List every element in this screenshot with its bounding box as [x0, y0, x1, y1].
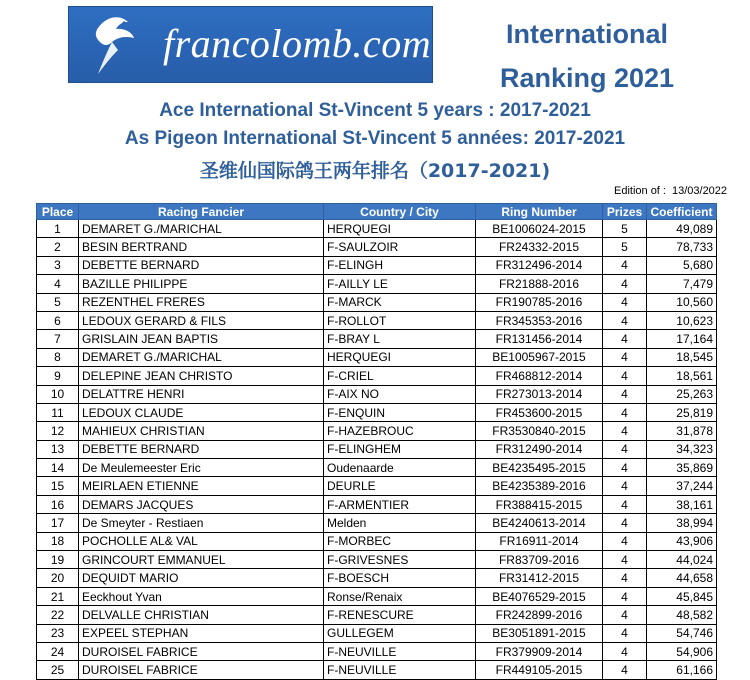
prizes-cell: 4	[603, 256, 647, 274]
fancier-name-cell: De Smeyter - Restiaen	[79, 514, 324, 532]
table-row	[37, 220, 717, 238]
fancier-name-cell: DEMARET G./MARICHAL	[79, 220, 324, 238]
place-cell: 5	[37, 293, 79, 311]
ring-number-cell: FR24332-2015	[476, 238, 603, 256]
coefficient-cell: 25,819	[647, 403, 717, 421]
place-cell: 16	[37, 495, 79, 513]
coefficient-cell: 49,089	[647, 220, 717, 238]
country-city-cell: F-RENESCURE	[324, 606, 476, 624]
table-row	[37, 403, 717, 421]
prizes-cell: 4	[603, 642, 647, 660]
country-city-cell: F-ELINGH	[324, 256, 476, 274]
prizes-cell: 4	[603, 367, 647, 385]
place-cell: 7	[37, 330, 79, 348]
ranking-title	[462, 12, 712, 100]
country-city-cell: F-BRAY L	[324, 330, 476, 348]
ring-number-cell: FR242899-2016	[476, 606, 603, 624]
country-city-cell: F-NEUVILLE	[324, 661, 476, 679]
coefficient-cell: 35,869	[647, 459, 717, 477]
coefficient-cell: 44,658	[647, 569, 717, 587]
place-cell: 20	[37, 569, 79, 587]
prizes-cell: 4	[603, 293, 647, 311]
prizes-cell: 5	[603, 238, 647, 256]
ring-number-cell: FR312496-2014	[476, 256, 603, 274]
place-cell: 21	[37, 587, 79, 605]
fancier-name-cell: DUROISEL FABRICE	[79, 661, 324, 679]
fancier-name-cell: MEIRLAEN ETIENNE	[79, 477, 324, 495]
country-city-cell: F-ELINGHEM	[324, 440, 476, 458]
edition-label: Edition of :	[614, 185, 666, 197]
country-city-cell: F-SAULZOIR	[324, 238, 476, 256]
fancier-name-cell: DEQUIDT MARIO	[79, 569, 324, 587]
ring-number-cell: FR449105-2015	[476, 661, 603, 679]
fancier-name-cell: REZENTHEL FRERES	[79, 293, 324, 311]
table-row	[37, 385, 717, 403]
country-city-cell: DEURLE	[324, 477, 476, 495]
coefficient-cell: 31,878	[647, 422, 717, 440]
table-row	[37, 587, 717, 605]
ring-number-cell: BE3051891-2015	[476, 624, 603, 642]
ring-number-cell: BE4076529-2015	[476, 587, 603, 605]
fancier-name-cell: POCHOLLE AL& VAL	[79, 532, 324, 550]
prizes-cell: 4	[603, 587, 647, 605]
ring-number-cell: FR273013-2014	[476, 385, 603, 403]
header-racing-fancier: Racing Fancier	[79, 204, 324, 220]
coefficient-cell: 54,906	[647, 642, 717, 660]
place-cell: 23	[37, 624, 79, 642]
ring-number-cell: FR388415-2015	[476, 495, 603, 513]
prizes-cell: 4	[603, 477, 647, 495]
coefficient-cell: 48,582	[647, 606, 717, 624]
header-place: Place	[37, 204, 79, 220]
header-prizes: Prizes	[603, 204, 647, 220]
prizes-cell: 4	[603, 311, 647, 329]
fancier-name-cell: Eeckhout Yvan	[79, 587, 324, 605]
prizes-cell: 4	[603, 532, 647, 550]
table-row	[37, 642, 717, 660]
country-city-cell: F-ROLLOT	[324, 311, 476, 329]
fancier-name-cell: DEMARS JACQUES	[79, 495, 324, 513]
place-cell: 18	[37, 532, 79, 550]
table-row	[37, 661, 717, 679]
prizes-cell: 4	[603, 275, 647, 293]
country-city-cell: F-CRIEL	[324, 367, 476, 385]
table-row	[37, 311, 717, 329]
coefficient-cell: 37,244	[647, 477, 717, 495]
coefficient-cell: 5,680	[647, 256, 717, 274]
francolomb-logo	[68, 6, 433, 83]
prizes-cell: 4	[603, 403, 647, 421]
prizes-cell: 4	[603, 440, 647, 458]
fancier-name-cell: LEDOUX GERARD & FILS	[79, 311, 324, 329]
table-row	[37, 495, 717, 513]
ring-number-cell: FR379909-2014	[476, 642, 603, 660]
ring-number-cell: BE4235389-2016	[476, 477, 603, 495]
country-city-cell: F-AILLY LE	[324, 275, 476, 293]
place-cell: 14	[37, 459, 79, 477]
place-cell: 13	[37, 440, 79, 458]
country-city-cell: F-ARMENTIER	[324, 495, 476, 513]
place-cell: 2	[37, 238, 79, 256]
ring-number-cell: BE4240613-2014	[476, 514, 603, 532]
place-cell: 22	[37, 606, 79, 624]
place-cell: 8	[37, 348, 79, 366]
logo-text: francolomb.com	[163, 21, 432, 66]
coefficient-cell: 34,323	[647, 440, 717, 458]
ranking-title-line1: International	[505, 19, 668, 49]
ring-number-cell: FR312490-2014	[476, 440, 603, 458]
table-row	[37, 551, 717, 569]
table-row	[37, 330, 717, 348]
country-city-cell: F-GRIVESNES	[324, 551, 476, 569]
country-city-cell: F-HAZEBROUC	[324, 422, 476, 440]
table-row	[37, 459, 717, 477]
country-city-cell: F-AIX NO	[324, 385, 476, 403]
table-row	[37, 348, 717, 366]
prizes-cell: 4	[603, 661, 647, 679]
table-row	[37, 569, 717, 587]
country-city-cell: F-MORBEC	[324, 532, 476, 550]
prizes-cell: 4	[603, 624, 647, 642]
fancier-name-cell: EXPEEL STEPHAN	[79, 624, 324, 642]
prizes-cell: 4	[603, 551, 647, 569]
coefficient-cell: 17,164	[647, 330, 717, 348]
ring-number-cell: BE4235495-2015	[476, 459, 603, 477]
coefficient-cell: 44,024	[647, 551, 717, 569]
fancier-name-cell: DEBETTE BERNARD	[79, 440, 324, 458]
fancier-name-cell: DELVALLE CHRISTIAN	[79, 606, 324, 624]
fancier-name-cell: MAHIEUX CHRISTIAN	[79, 422, 324, 440]
fancier-name-cell: DELATTRE HENRI	[79, 385, 324, 403]
ranking-table-body	[37, 220, 717, 680]
prizes-cell: 4	[603, 330, 647, 348]
ring-number-cell: BE1006024-2015	[476, 220, 603, 238]
table-row	[37, 440, 717, 458]
ranking-table	[36, 203, 717, 680]
country-city-cell: Ronse/Renaix	[324, 587, 476, 605]
table-row	[37, 367, 717, 385]
place-cell: 6	[37, 311, 79, 329]
ring-number-cell: FR83709-2016	[476, 551, 603, 569]
place-cell: 15	[37, 477, 79, 495]
fancier-name-cell: DUROISEL FABRICE	[79, 642, 324, 660]
fancier-name-cell: DELEPINE JEAN CHRISTO	[79, 367, 324, 385]
coefficient-cell: 54,746	[647, 624, 717, 642]
coefficient-cell: 61,166	[647, 661, 717, 679]
ring-number-cell: FR131456-2014	[476, 330, 603, 348]
place-cell: 17	[37, 514, 79, 532]
table-row	[37, 477, 717, 495]
place-cell: 19	[37, 551, 79, 569]
table-row	[37, 606, 717, 624]
prizes-cell: 4	[603, 422, 647, 440]
coefficient-cell: 38,994	[647, 514, 717, 532]
ring-number-cell: FR21888-2016	[476, 275, 603, 293]
table-row	[37, 532, 717, 550]
country-city-cell: F-BOESCH	[324, 569, 476, 587]
fancier-name-cell: BAZILLE PHILIPPE	[79, 275, 324, 293]
ring-number-cell: FR16911-2014	[476, 532, 603, 550]
place-cell: 10	[37, 385, 79, 403]
country-city-cell: HERQUEGI	[324, 348, 476, 366]
place-cell: 3	[37, 256, 79, 274]
fancier-name-cell: DEMARET G./MARICHAL	[79, 348, 324, 366]
fancier-name-cell: De Meulemeester Eric	[79, 459, 324, 477]
coefficient-cell: 78,733	[647, 238, 717, 256]
prizes-cell: 4	[603, 569, 647, 587]
table-row	[37, 275, 717, 293]
prizes-cell: 4	[603, 606, 647, 624]
place-cell: 9	[37, 367, 79, 385]
fancier-name-cell: GRINCOURT EMMANUEL	[79, 551, 324, 569]
header-ring-number: Ring Number	[476, 204, 603, 220]
coefficient-cell: 10,560	[647, 293, 717, 311]
prizes-cell: 4	[603, 514, 647, 532]
place-cell: 11	[37, 403, 79, 421]
fancier-name-cell: GRISLAIN JEAN BAPTIS	[79, 330, 324, 348]
table-row	[37, 238, 717, 256]
coefficient-cell: 18,561	[647, 367, 717, 385]
country-city-cell: Oudenaarde	[324, 459, 476, 477]
ranking-title-line2: Ranking 2021	[499, 63, 675, 93]
table-row	[37, 514, 717, 532]
country-city-cell: HERQUEGI	[324, 220, 476, 238]
ring-number-cell: FR345353-2016	[476, 311, 603, 329]
table-header-row	[37, 204, 717, 220]
country-city-cell: F-NEUVILLE	[324, 642, 476, 660]
coefficient-cell: 38,161	[647, 495, 717, 513]
fancier-name-cell: LEDOUX CLAUDE	[79, 403, 324, 421]
ring-number-cell: FR468812-2014	[476, 367, 603, 385]
ring-number-cell: FR453600-2015	[476, 403, 603, 421]
fancier-name-cell: DEBETTE BERNARD	[79, 256, 324, 274]
ring-number-cell: BE1005967-2015	[476, 348, 603, 366]
header-country-city: Country / City	[324, 204, 476, 220]
coefficient-cell: 25,263	[647, 385, 717, 403]
place-cell: 24	[37, 642, 79, 660]
edition-value: 13/03/2022	[671, 185, 728, 197]
subtitle-french: As Pigeon International St-Vincent 5 années: 2017-2021	[124, 128, 626, 149]
country-city-cell: F-MARCK	[324, 293, 476, 311]
coefficient-cell: 45,845	[647, 587, 717, 605]
table-row	[37, 256, 717, 274]
prizes-cell: 4	[603, 348, 647, 366]
ring-number-cell: FR190785-2016	[476, 293, 603, 311]
prizes-cell: 4	[603, 385, 647, 403]
prizes-cell: 5	[603, 220, 647, 238]
fancier-name-cell: BESIN BERTRAND	[79, 238, 324, 256]
table-row	[37, 293, 717, 311]
prizes-cell: 4	[603, 495, 647, 513]
subtitle-english: Ace International St-Vincent 5 years : 2017-2021	[159, 100, 591, 121]
header-coefficient: Coefficient	[647, 204, 717, 220]
subtitle-chinese: 圣维仙国际鸽王两年排名（2017-2021)	[199, 160, 551, 182]
edition-date	[614, 185, 727, 197]
table-row	[37, 624, 717, 642]
country-city-cell: F-ENQUIN	[324, 403, 476, 421]
place-cell: 1	[37, 220, 79, 238]
place-cell: 4	[37, 275, 79, 293]
ring-number-cell: FR31412-2015	[476, 569, 603, 587]
prizes-cell: 4	[603, 459, 647, 477]
coefficient-cell: 7,479	[647, 275, 717, 293]
country-city-cell: GULLEGEM	[324, 624, 476, 642]
coefficient-cell: 18,545	[647, 348, 717, 366]
coefficient-cell: 43,906	[647, 532, 717, 550]
place-cell: 12	[37, 422, 79, 440]
coefficient-cell: 10,623	[647, 311, 717, 329]
country-city-cell: Melden	[324, 514, 476, 532]
table-row	[37, 422, 717, 440]
place-cell: 25	[37, 661, 79, 679]
ring-number-cell: FR3530840-2015	[476, 422, 603, 440]
